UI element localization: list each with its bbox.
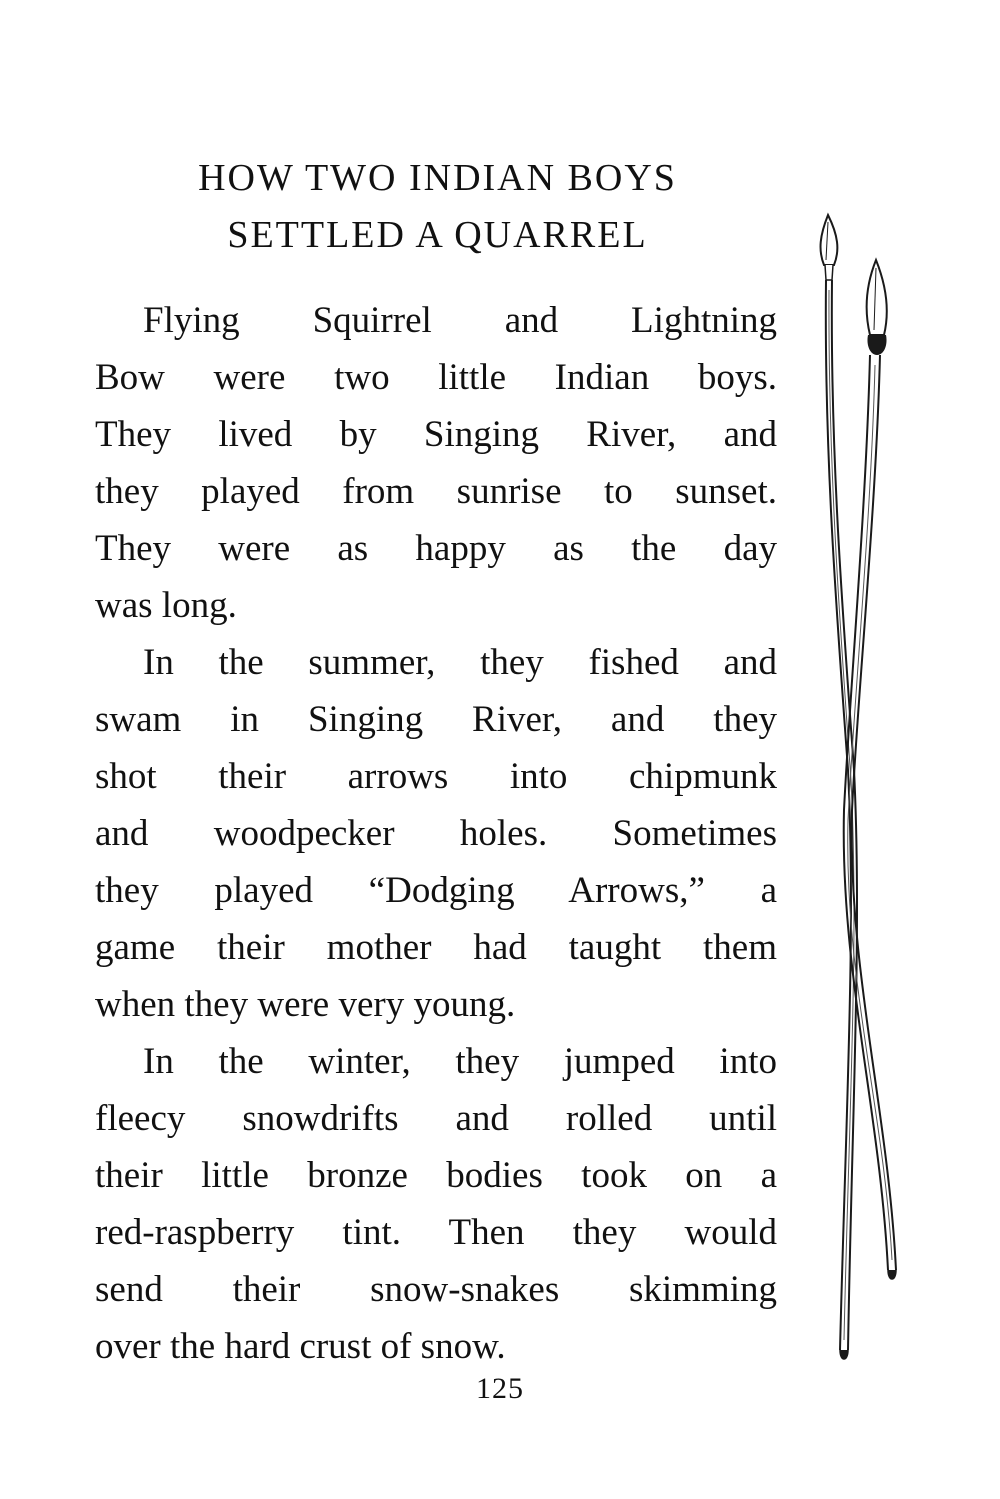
text-line: they played “Dodging Arrows,” a — [95, 870, 777, 911]
chapter-body — [95, 292, 777, 1375]
text-line: their little bronze bodies took on a — [95, 1155, 777, 1196]
chapter-title-line-1: HOW TWO INDIAN BOYS — [198, 157, 677, 199]
text-line: They were as happy as the day — [95, 528, 777, 569]
arrow-right-icon — [844, 260, 896, 1279]
chapter-title-line-2: SETTLED A QUARREL — [227, 214, 648, 256]
text-line: they played from sunrise to sunset. — [95, 471, 777, 512]
text-line: Flying Squirrel and Lightning — [143, 300, 777, 341]
arrow-left-icon — [821, 215, 858, 1359]
text-line: game their mother had taught them — [95, 927, 777, 968]
text-line: In the summer, they fished and — [143, 642, 777, 683]
crossed-arrows-icon — [810, 210, 920, 1370]
text-line: was long. — [95, 585, 237, 626]
text-line: over the hard crust of snow. — [95, 1326, 506, 1367]
text-line: Bow were two little Indian boys. — [95, 357, 777, 398]
text-line: swam in Singing River, and they — [95, 699, 777, 740]
chapter-title — [95, 150, 780, 264]
text-line: and woodpecker holes. Sometimes — [95, 813, 777, 854]
text-line: when they were very young. — [95, 984, 516, 1025]
text-line: fleecy snowdrifts and rolled until — [95, 1098, 777, 1139]
text-line: send their snow-snakes skimming — [95, 1269, 777, 1310]
page-number: 125 — [476, 1372, 524, 1405]
text-line: shot their arrows into chipmunk — [95, 756, 777, 797]
text-line: They lived by Singing River, and — [95, 414, 777, 455]
text-line: In the winter, they jumped into — [143, 1041, 777, 1082]
text-line: red-raspberry tint. Then they would — [95, 1212, 777, 1253]
